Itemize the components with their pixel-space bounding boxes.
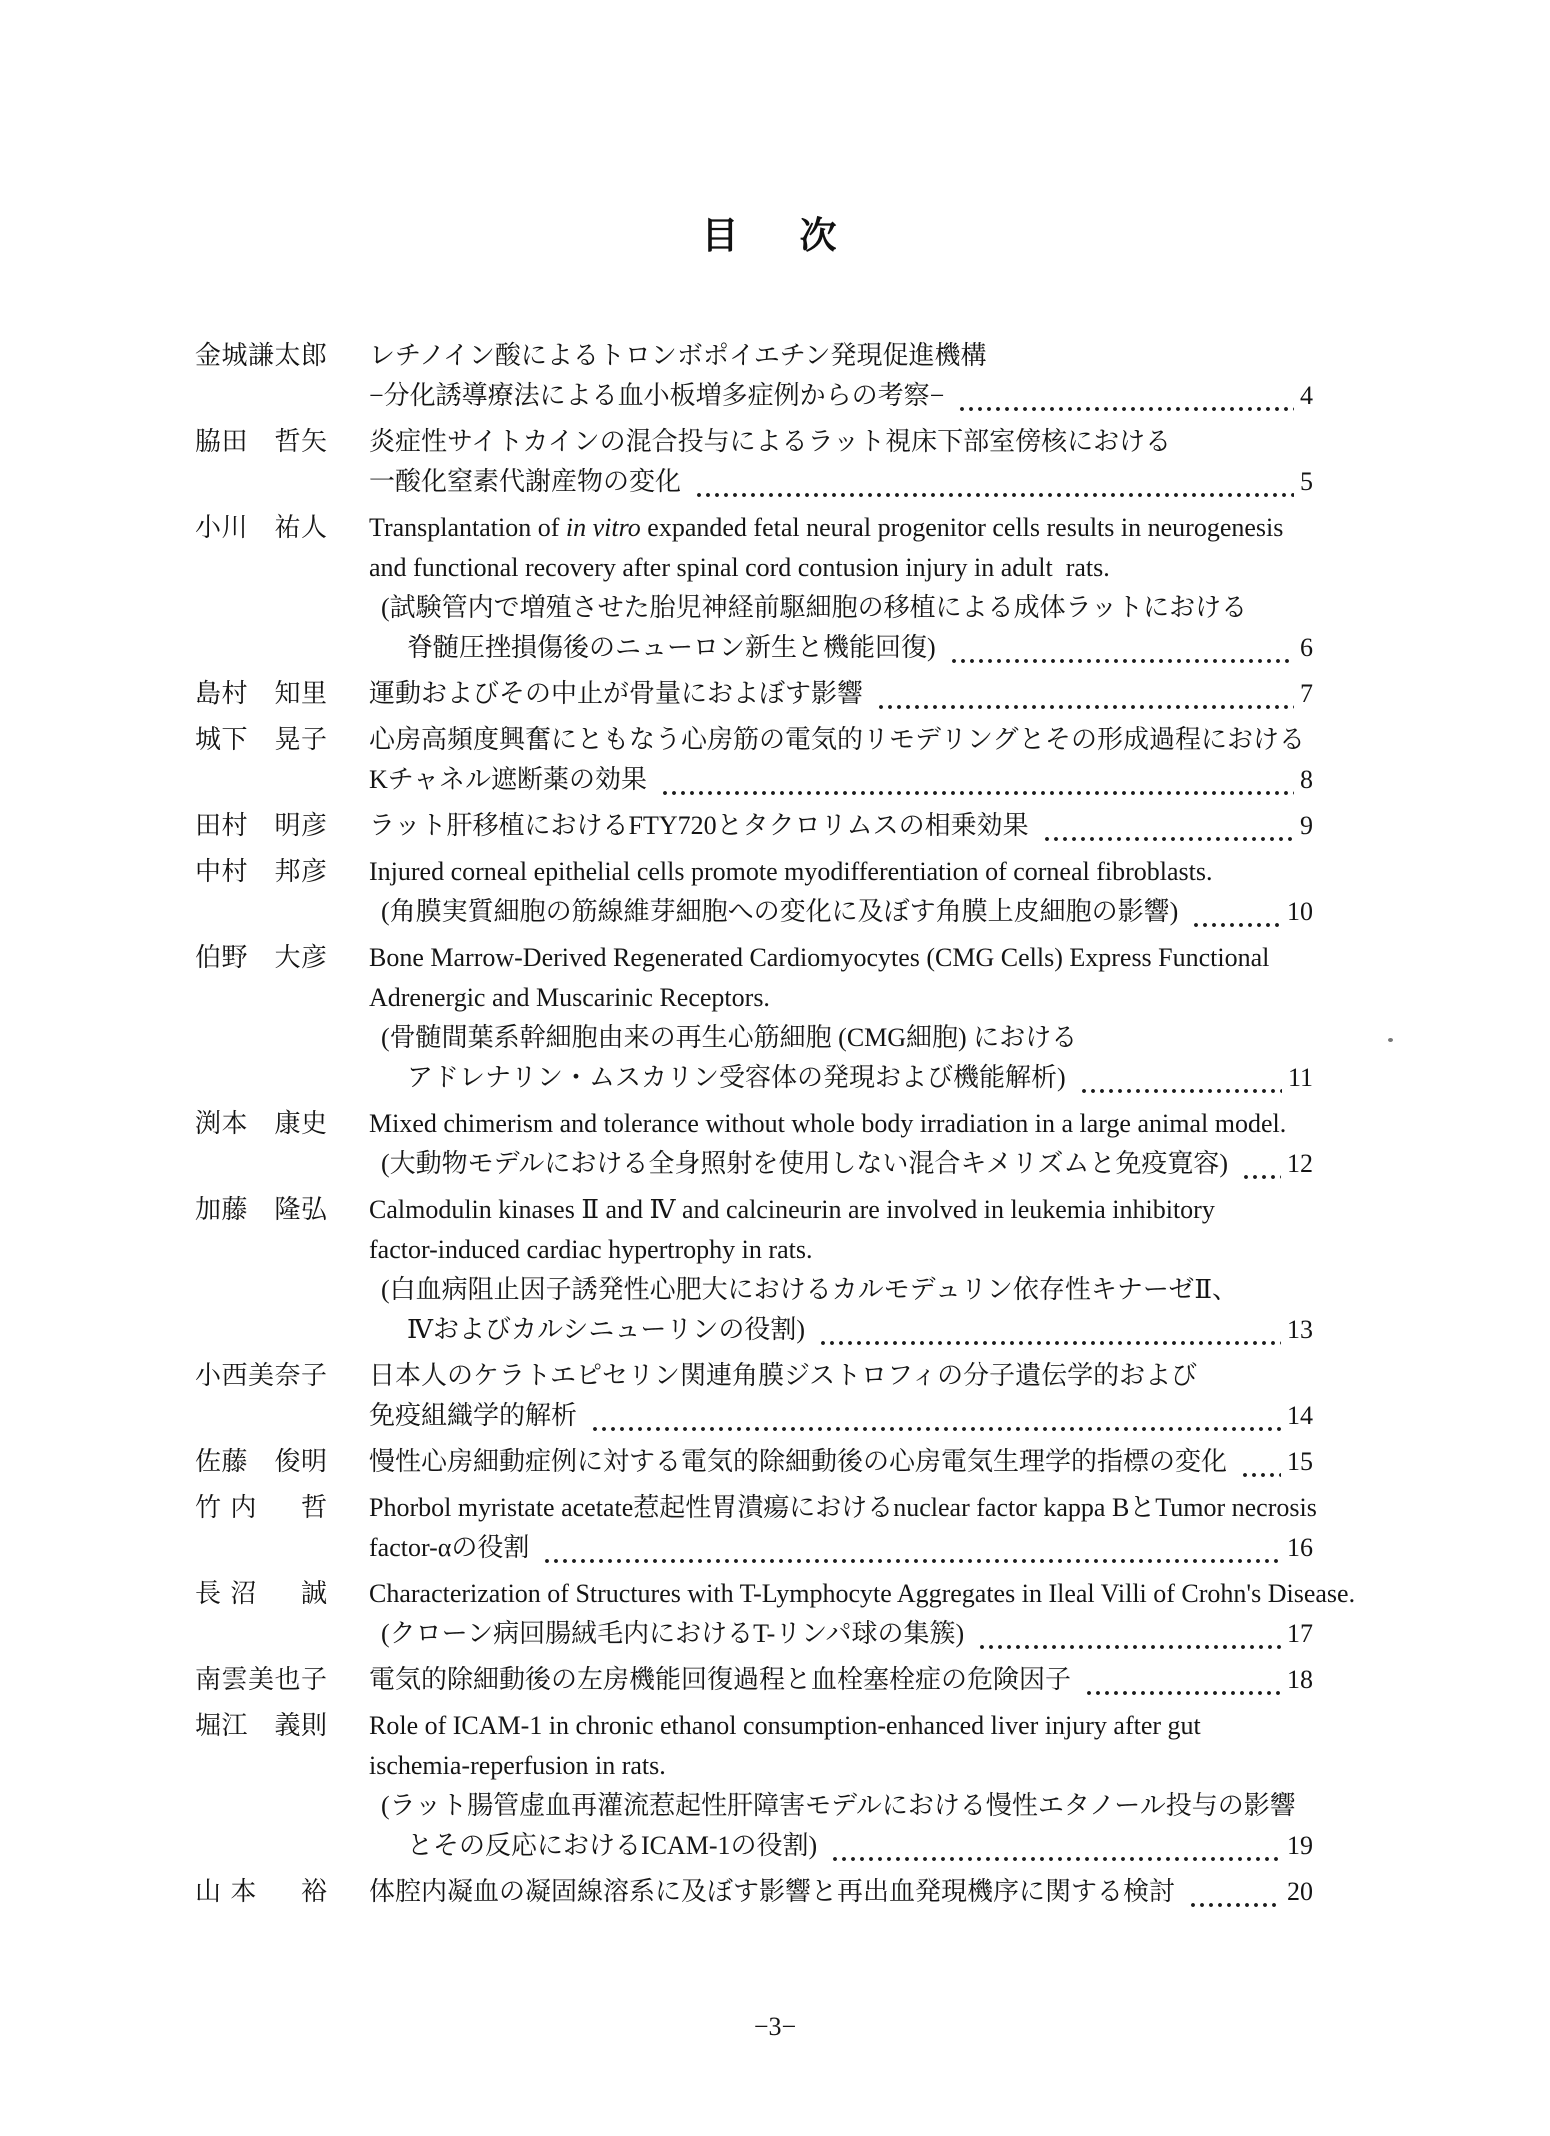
entry-lines bbox=[369, 1872, 1313, 1912]
page-number: 16 bbox=[1287, 1533, 1313, 1562]
dotted-leader bbox=[950, 655, 1294, 668]
page-number: 20 bbox=[1287, 1877, 1313, 1906]
toc-line bbox=[369, 1310, 1313, 1350]
toc-entry bbox=[195, 1442, 1313, 1482]
toc-line bbox=[369, 720, 1313, 760]
toc-line-text: Adrenergic and Muscarinic Receptors. bbox=[369, 983, 770, 1012]
toc-line bbox=[369, 1144, 1313, 1184]
toc-line-text: 日本人のケラトエピセリン関連角膜ジストロフィの分子遺伝学的および bbox=[369, 1361, 1198, 1390]
toc-line-text: Characterization of Structures with T-Lymphocyte Aggregates in Ileal Villi of Crohn's Disease. bbox=[369, 1579, 1356, 1608]
toc-line bbox=[369, 674, 1313, 714]
toc-line bbox=[369, 1356, 1313, 1396]
table-of-contents bbox=[195, 336, 1356, 1918]
toc-line bbox=[369, 852, 1313, 892]
toc-line bbox=[369, 462, 1313, 502]
dotted-leader bbox=[591, 1423, 1281, 1436]
dotted-leader bbox=[661, 787, 1294, 800]
page-number: 12 bbox=[1287, 1149, 1313, 1178]
entry-lines bbox=[369, 1574, 1356, 1654]
page-number: 18 bbox=[1287, 1665, 1313, 1694]
toc-entry bbox=[195, 938, 1313, 1098]
toc-line-text: and functional recovery after spinal cord contusion injury in adult rats. bbox=[369, 553, 1110, 582]
toc-line-text: (大動物モデルにおける全身照射を使用しない混合キメリズムと免疫寛容) bbox=[381, 1149, 1228, 1178]
dotted-leader bbox=[543, 1555, 1281, 1568]
toc-line bbox=[369, 1746, 1313, 1786]
dotted-leader bbox=[978, 1641, 1281, 1654]
toc-line-text: Transplantation of in vitro expanded fetal neural progenitor cells results in neurogenesis bbox=[369, 513, 1284, 542]
entry-lines bbox=[369, 938, 1313, 1098]
toc-entry bbox=[195, 1574, 1356, 1654]
toc-line bbox=[369, 508, 1313, 548]
toc-line-text: Phorbol myristate acetate惹起性胃潰瘍におけるnuclear factor kappa BとTumor necrosis bbox=[369, 1493, 1317, 1522]
page-number: 15 bbox=[1287, 1447, 1313, 1476]
toc-line-text: ラット肝移植におけるFTY720とタクロリムスの相乗効果 bbox=[369, 811, 1029, 840]
toc-line-text: 免疫組織学的解析 bbox=[369, 1401, 578, 1430]
toc-line bbox=[369, 1018, 1313, 1058]
page-number: 9 bbox=[1300, 811, 1313, 840]
toc-line-text: 慢性心房細動症例に対する電気的除細動後の心房電気生理学的指標の変化 bbox=[369, 1447, 1228, 1476]
toc-line-text: Bone Marrow-Derived Regenerated Cardiomyocytes (CMG Cells) Express Functional bbox=[369, 943, 1270, 972]
toc-line bbox=[369, 1786, 1313, 1826]
dotted-leader bbox=[1043, 833, 1294, 846]
entry-lines bbox=[369, 1442, 1313, 1482]
toc-line bbox=[369, 1826, 1313, 1866]
dotted-leader bbox=[831, 1853, 1281, 1866]
page-number: 19 bbox=[1287, 1831, 1313, 1860]
dotted-leader bbox=[1192, 919, 1281, 932]
toc-entry bbox=[195, 1706, 1313, 1866]
author-name: 金城謙太郎 bbox=[195, 341, 327, 370]
dotted-leader bbox=[695, 489, 1294, 502]
entry-lines bbox=[369, 806, 1313, 846]
toc-line bbox=[369, 892, 1313, 932]
toc-line bbox=[369, 1442, 1313, 1482]
toc-line-text: 電気的除細動後の左房機能回復過程と血栓塞栓症の危険因子 bbox=[369, 1665, 1072, 1694]
dotted-leader bbox=[819, 1337, 1281, 1350]
author-name: 小川 祐人 bbox=[195, 513, 327, 542]
entry-lines bbox=[369, 1660, 1313, 1700]
toc-line bbox=[369, 628, 1313, 668]
author-name: 加藤 隆弘 bbox=[195, 1195, 327, 1224]
toc-line-text: Ⅳおよびカルシニューリンの役割) bbox=[407, 1315, 805, 1344]
author-name: 佐藤 俊明 bbox=[195, 1447, 327, 1476]
page-number: 10 bbox=[1287, 897, 1313, 926]
toc-entry bbox=[195, 1356, 1313, 1436]
author-name: 南雲美也子 bbox=[195, 1665, 327, 1694]
toc-line bbox=[369, 376, 1313, 416]
toc-line bbox=[369, 422, 1313, 462]
entry-lines bbox=[369, 1190, 1313, 1350]
toc-line bbox=[369, 1104, 1313, 1144]
toc-line-text: (試験管内で増殖させた胎児神経前駆細胞の移植による成体ラットにおける bbox=[381, 593, 1248, 622]
toc-line-text: (ラット腸管虚血再灌流惹起性肝障害モデルにおける慢性エタノール投与の影響 bbox=[381, 1791, 1296, 1820]
toc-line-text: (クローン病回腸絨毛内におけるT-リンパ球の集簇) bbox=[381, 1619, 965, 1648]
toc-line bbox=[369, 1614, 1313, 1654]
toc-entry bbox=[195, 720, 1313, 800]
toc-line bbox=[369, 588, 1313, 628]
entry-lines bbox=[369, 674, 1313, 714]
toc-line-text: 運動およびその中止が骨量におよぼす影響 bbox=[369, 679, 864, 708]
page-number: 6 bbox=[1300, 633, 1313, 662]
toc-entry bbox=[195, 1190, 1313, 1350]
page-number: 14 bbox=[1287, 1401, 1313, 1430]
author-name: 竹内 哲 bbox=[195, 1493, 327, 1522]
toc-line-text: (骨髄間葉系幹細胞由来の再生心筋細胞 (CMG細胞) における bbox=[381, 1023, 1078, 1052]
dotted-leader bbox=[877, 701, 1294, 714]
author-name: 伯野 大彦 bbox=[195, 943, 327, 972]
page-number: 4 bbox=[1300, 381, 1313, 410]
toc-line bbox=[369, 760, 1313, 800]
dotted-leader bbox=[1189, 1899, 1281, 1912]
toc-line bbox=[369, 1190, 1313, 1230]
toc-line bbox=[369, 1230, 1313, 1270]
entry-lines bbox=[369, 852, 1313, 932]
toc-line-text: 体腔内凝血の凝固線溶系に及ぼす影響と再出血発現機序に関する検討 bbox=[369, 1877, 1176, 1906]
toc-line-text: アドレナリン・ムスカリン受容体の発現および機能解析) bbox=[407, 1063, 1066, 1092]
toc-line-text: −分化誘導療法による血小板増多症例からの考察− bbox=[369, 381, 945, 410]
author-name: 堀江 義則 bbox=[195, 1711, 327, 1740]
toc-line bbox=[369, 1396, 1313, 1436]
entry-lines bbox=[369, 1706, 1313, 1866]
author-name: 渕本 康史 bbox=[195, 1109, 327, 1138]
author-name: 中村 邦彦 bbox=[195, 857, 327, 886]
toc-line bbox=[369, 1528, 1313, 1568]
author-name: 山本 裕 bbox=[195, 1877, 327, 1906]
toc-entry bbox=[195, 422, 1313, 502]
toc-line bbox=[369, 1660, 1313, 1700]
entry-lines bbox=[369, 720, 1313, 800]
dotted-leader bbox=[1080, 1085, 1282, 1098]
toc-entry bbox=[195, 852, 1313, 932]
author-name: 脇田 哲矢 bbox=[195, 427, 327, 456]
toc-entry bbox=[195, 674, 1313, 714]
toc-line-text: Mixed chimerism and tolerance without whole body irradiation in a large animal model. bbox=[369, 1109, 1287, 1138]
page-number: 5 bbox=[1300, 467, 1313, 496]
toc-entry bbox=[195, 1104, 1313, 1184]
toc-line bbox=[369, 978, 1313, 1018]
toc-line bbox=[369, 336, 1313, 376]
footer-page-number: −3− bbox=[753, 2012, 797, 2041]
toc-line-text: Injured corneal epithelial cells promote myodifferentiation of corneal fibroblasts. bbox=[369, 857, 1213, 886]
entry-lines bbox=[369, 1104, 1313, 1184]
dotted-leader bbox=[958, 403, 1294, 416]
toc-line-text: Role of ICAM-1 in chronic ethanol consumption-enhanced liver injury after gut bbox=[369, 1711, 1201, 1740]
toc-entry bbox=[195, 1488, 1317, 1568]
toc-line-text: Calmodulin kinases Ⅱ and Ⅳ and calcineurin are involved in leukemia inhibitory bbox=[369, 1195, 1215, 1224]
entry-lines bbox=[369, 1488, 1317, 1568]
toc-line-text: factor-αの役割 bbox=[369, 1533, 530, 1562]
toc-line-text: (角膜実質細胞の筋線維芽細胞への変化に及ぼす角膜上皮細胞の影響) bbox=[381, 897, 1179, 926]
toc-entry bbox=[195, 1872, 1313, 1912]
toc-entry bbox=[195, 1660, 1313, 1700]
toc-line bbox=[369, 1488, 1317, 1528]
author-name: 城下 晃子 bbox=[195, 725, 327, 754]
toc-line bbox=[369, 938, 1313, 978]
toc-line-text: とその反応におけるICAM-1の役割) bbox=[407, 1831, 818, 1860]
toc-line bbox=[369, 1574, 1356, 1614]
page-number: 8 bbox=[1300, 765, 1313, 794]
ink-speck bbox=[1388, 1038, 1393, 1042]
author-name: 田村 明彦 bbox=[195, 811, 327, 840]
page-title: 目 次 bbox=[701, 216, 849, 257]
toc-line bbox=[369, 1270, 1313, 1310]
entry-lines bbox=[369, 508, 1313, 668]
toc-line-text: ischemia-reperfusion in rats. bbox=[369, 1751, 666, 1780]
toc-line bbox=[369, 1872, 1313, 1912]
author-name: 島村 知里 bbox=[195, 679, 327, 708]
toc-entry bbox=[195, 336, 1313, 416]
page-number: 11 bbox=[1287, 1063, 1313, 1092]
toc-line-text: Kチャネル遮断薬の効果 bbox=[369, 765, 647, 794]
toc-line-text: 炎症性サイトカインの混合投与によるラット視床下部室傍核における bbox=[369, 427, 1172, 456]
dotted-leader bbox=[1085, 1687, 1281, 1700]
toc-line bbox=[369, 548, 1313, 588]
entry-lines bbox=[369, 422, 1313, 502]
toc-entry bbox=[195, 806, 1313, 846]
entry-lines bbox=[369, 336, 1313, 416]
toc-entry bbox=[195, 508, 1313, 668]
toc-line-text: レチノイン酸によるトロンボポイエチン発現促進機構 bbox=[369, 341, 987, 370]
author-name: 長沼 誠 bbox=[195, 1579, 327, 1608]
page-number: 13 bbox=[1287, 1315, 1313, 1344]
page-number: 17 bbox=[1287, 1619, 1313, 1648]
entry-lines bbox=[369, 1356, 1313, 1436]
toc-line bbox=[369, 1058, 1313, 1098]
toc-line-text: 脊髄圧挫損傷後のニューロン新生と機能回復) bbox=[407, 633, 936, 662]
dotted-leader bbox=[1241, 1469, 1281, 1482]
toc-line bbox=[369, 806, 1313, 846]
dotted-leader bbox=[1242, 1171, 1281, 1184]
toc-line-text: factor-induced cardiac hypertrophy in rats. bbox=[369, 1235, 813, 1264]
toc-line-text: 一酸化窒素代謝産物の変化 bbox=[369, 467, 682, 496]
toc-line-text: (白血病阻止因子誘発性心肥大におけるカルモデュリン依存性キナーゼⅡ、 bbox=[381, 1275, 1239, 1304]
page-number: 7 bbox=[1300, 679, 1313, 708]
author-name: 小西美奈子 bbox=[195, 1361, 327, 1390]
toc-line bbox=[369, 1706, 1313, 1746]
toc-line-text: 心房高頻度興奮にともなう心房筋の電気的リモデリングとその形成過程における bbox=[369, 725, 1306, 754]
